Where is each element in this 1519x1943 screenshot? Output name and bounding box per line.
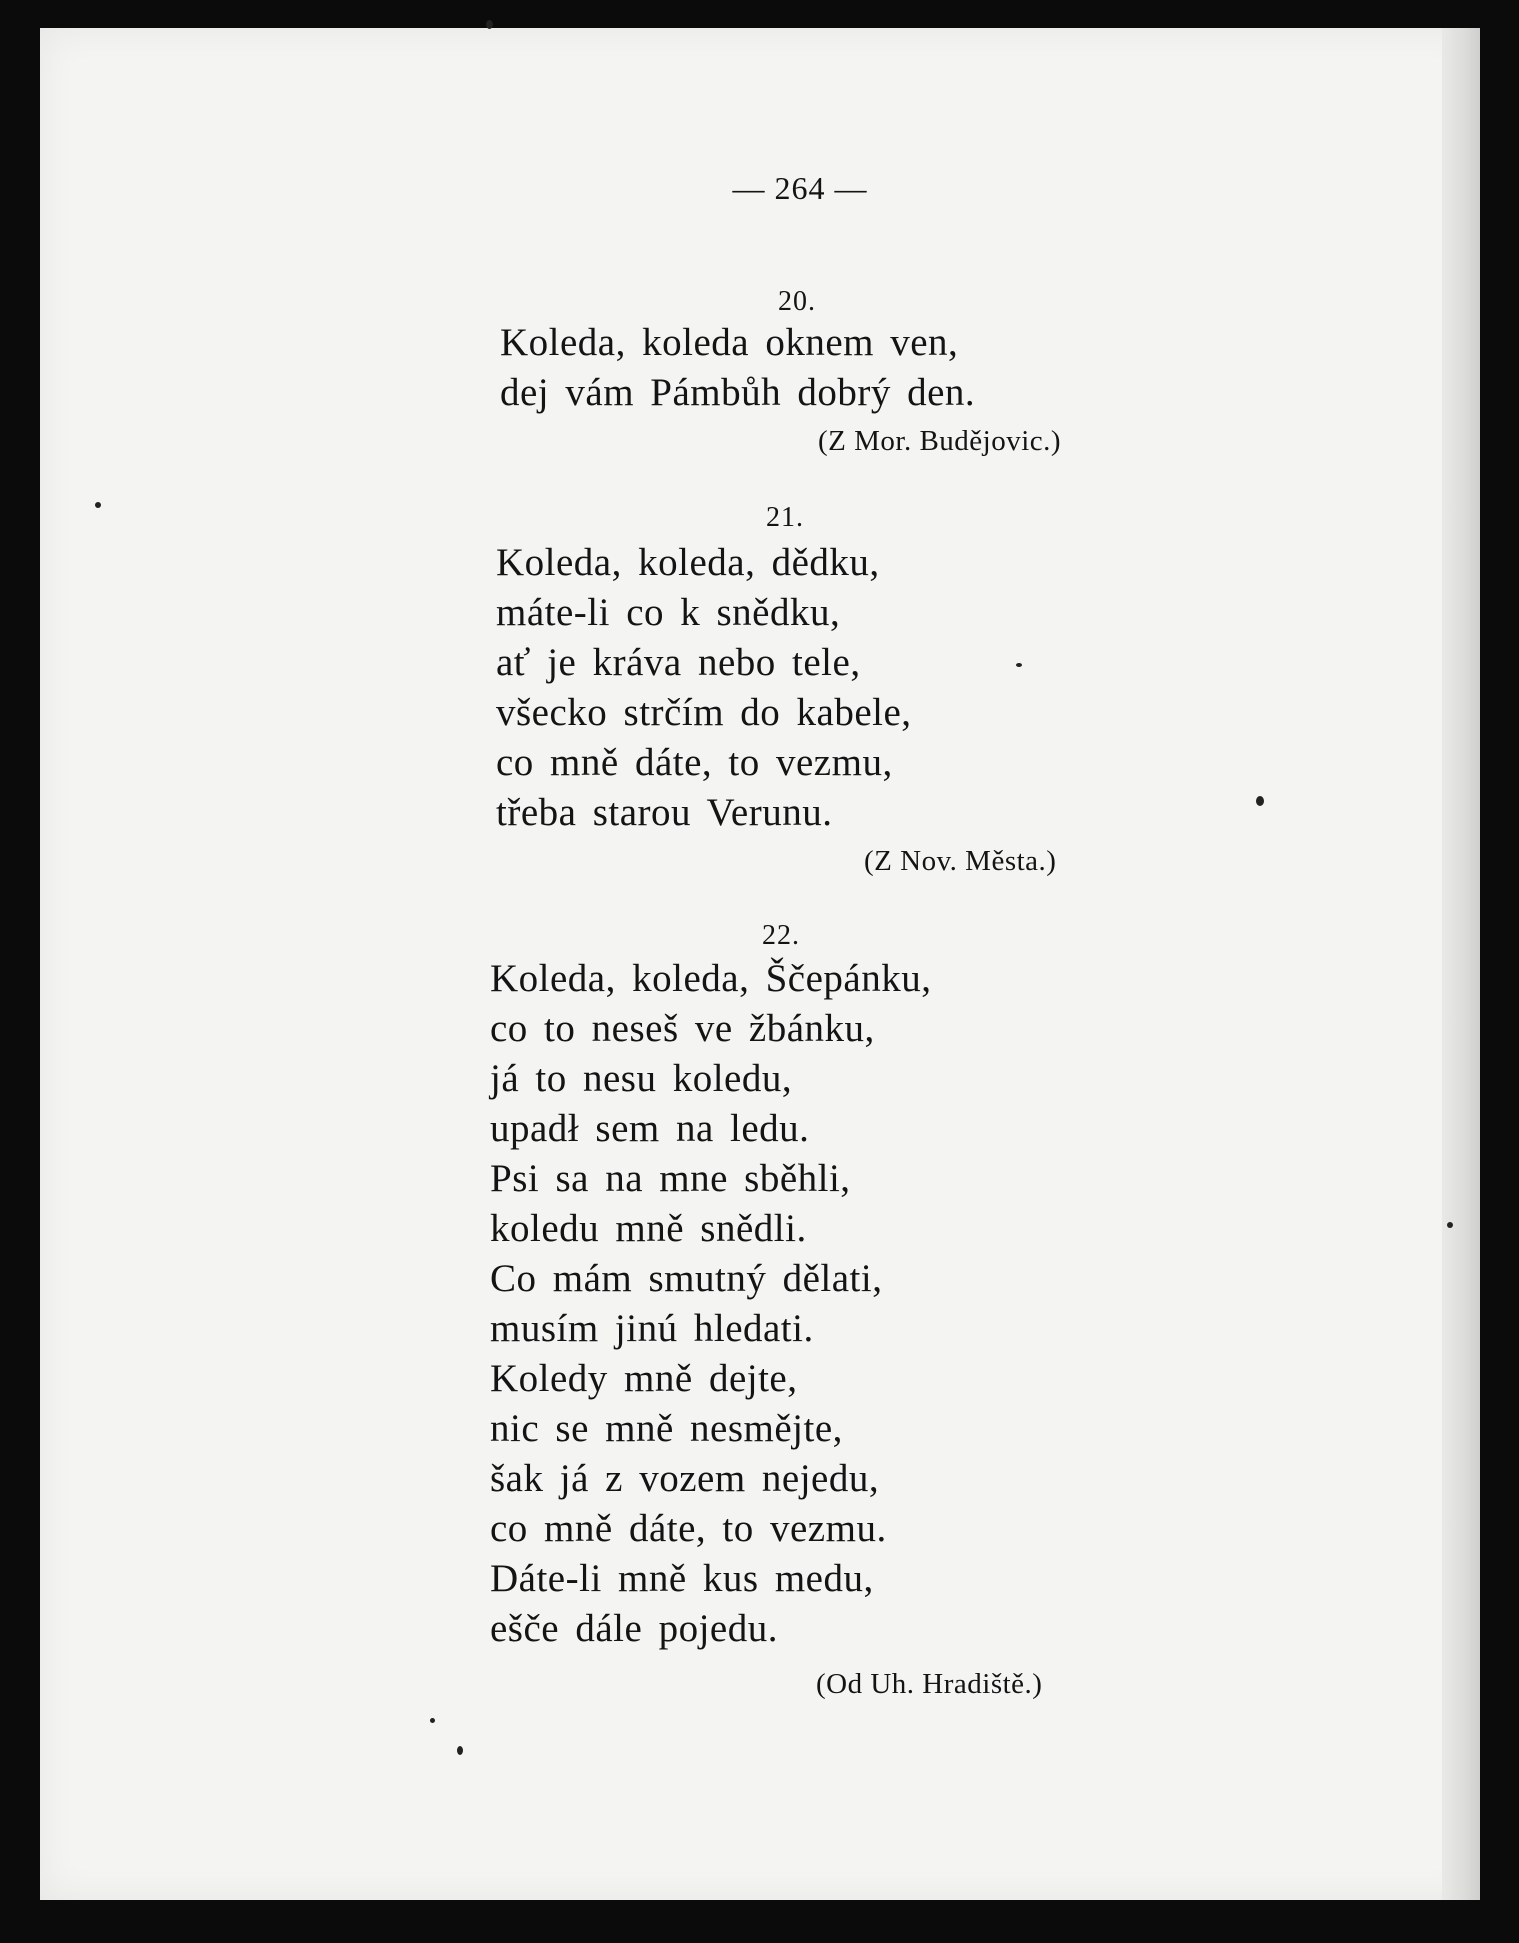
scan-speck (430, 1718, 435, 1723)
poem-21 (496, 538, 912, 838)
source-note-21: (Z Nov. Města.) (864, 845, 1057, 877)
poem-line: co to neseš ve žbánku, (490, 1007, 875, 1050)
poem-line: já to nesu koledu, (490, 1057, 793, 1100)
poem-line: co mně dáte, to vezmu. (490, 1507, 887, 1550)
poem-line: ešče dále pojedu. (490, 1607, 778, 1650)
poem-line: máte-li co k snědku, (496, 591, 841, 634)
section-number-21: 21. (766, 502, 804, 533)
poem-line: třeba starou Verunu. (496, 791, 833, 834)
poem-line: Koleda, koleda oknem ven, (500, 321, 959, 364)
poem-20 (500, 318, 975, 418)
scan-speck (1016, 663, 1022, 667)
scan-speck (95, 502, 101, 508)
scan-speck (486, 20, 493, 29)
section-number-22: 22. (762, 920, 800, 951)
poem-line: koledu mně snědli. (490, 1207, 807, 1250)
poem-line: dej vám Pámbůh dobrý den. (500, 371, 976, 414)
poem-line: Psi sa na mne sběhli, (490, 1157, 851, 1200)
poem-line: všecko strčím do kabele, (496, 691, 912, 734)
poem-line: Koleda, koleda, Ščepánku, (490, 957, 932, 1000)
scan-speck (1256, 796, 1264, 806)
poem-line: ať je kráva nebo tele, (496, 641, 861, 684)
page-edge (1442, 28, 1480, 1900)
poem-line: šak já z vozem nejedu, (490, 1457, 880, 1500)
scan-speck (457, 1746, 463, 1755)
poem-line: Koledy mně dejte, (490, 1357, 798, 1400)
poem-line: musím jinú hledati. (490, 1307, 814, 1350)
poem-line: Koleda, koleda, dědku, (496, 541, 880, 584)
scan-speck (1447, 1222, 1453, 1228)
source-note-22: (Od Uh. Hradiště.) (816, 1668, 1043, 1700)
poem-line: Dáte-li mně kus medu, (490, 1557, 874, 1600)
poem-line: nic se mně nesmějte, (490, 1407, 843, 1450)
poem-line: co mně dáte, to vezmu, (496, 741, 893, 784)
poem-22 (490, 954, 931, 1654)
poem-line: Co mám smutný dělati, (490, 1257, 883, 1300)
page-number: — 264 — (732, 170, 868, 206)
section-number-20: 20. (778, 286, 816, 317)
source-note-20: (Z Mor. Budějovic.) (818, 425, 1062, 457)
poem-line: upadł sem na ledu. (490, 1107, 810, 1150)
